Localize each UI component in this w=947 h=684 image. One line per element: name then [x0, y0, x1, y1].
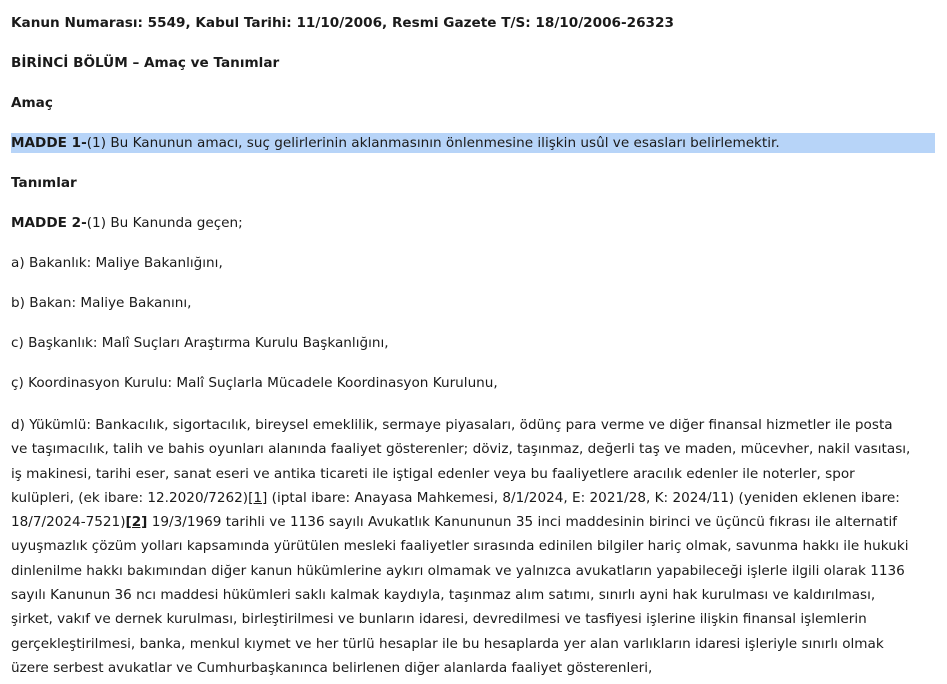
- item-d-part3: , 8/1/2024, E: 2021/28, K: 2024/11) (yeniden eklenen ibare: 18/7/2024-7521): [11, 489, 900, 531]
- footnote-ref-2[interactable]: [126, 514, 148, 530]
- anayasa-mahkemesi-link[interactable]: Anayasa Mahkemesi: [354, 489, 494, 506]
- definition-item-a: a) Bakanlık: Maliye Bakanlığını,: [11, 255, 223, 271]
- definition-item-b: b) Bakan: Maliye Bakanını,: [11, 295, 192, 311]
- definition-item-cc: ç) Koordinasyon Kurulu: Malî Suçlarla Mücadele Koordinasyon Kurulunu,: [11, 375, 498, 391]
- article-1: [11, 133, 935, 153]
- article-1-text: (1) Bu Kanunun amacı, suç gelirlerinin aklanmasının önlenmesine ilişkin usûl ve esasları belirlemektir.: [86, 135, 780, 151]
- definition-item-d: [11, 413, 911, 680]
- article-1-label: MADDE 1-: [11, 135, 87, 151]
- amac-heading: [11, 93, 947, 113]
- law-info: [11, 13, 947, 33]
- article-2: [11, 213, 947, 233]
- article-2-label: MADDE 2-: [11, 215, 87, 231]
- law-info-text: Kanun Numarası: 5549, Kabul Tarihi: 11/10/2006, Resmi Gazete T/S: 18/10/2006-26323: [11, 15, 674, 31]
- section-title: [11, 53, 947, 73]
- footnote-ref-1[interactable]: [1]: [248, 489, 268, 506]
- definition-item-c: c) Başkanlık: Malî Suçları Araştırma Kurulu Başkanlığını,: [11, 335, 389, 351]
- tanimlar-heading: [11, 173, 947, 193]
- section-title-text: BİRİNCİ BÖLÜM – Amaç ve Tanımlar: [11, 55, 280, 71]
- amac-heading-text: Amaç: [11, 95, 53, 111]
- item-d-part1: d) Yükümlü: Bankacılık, sigortacılık, bireysel emeklilik, sermaye piyasaları, ödünç para verme ve diğer finansal hizmetler ile posta ve taşımacılık, talih ve bahis oyunları alanında faaliyet gösterenler; döviz, taşınmaz, değerli taş ve maden, mücevher, nakil vasıtası, iş makinesi, tarihi eser, sanat eseri ve antika ticareti ile iştigal edenler veya bu faaliyetlere aracılık edenler ile noterler, spor kulüpleri, (ek ibare: 12.2020/7262): [11, 417, 911, 506]
- item-d-part4: 19/3/1969 tarihli ve 1136 sayılı Avukatlık Kanununun 35 inci maddesinin birinci ve üçüncü fıkrası ile alternatif uyuşmazlık çözüm yolları kapsamında yürütülen mesleki faaliyetler sırasında edinilen bilgiler hariç olmak, savunma hakkı ile hukuki dinlenilme hakkı bakımından diğer kanun hükümlerine aykırı olmamak ve yalnızca avukatların yapabileceği işlerle ilgili olarak 1136 sayılı Kanunun 36 ncı maddesi hükümleri saklı kalmak kaydıyla, taşınmaz alım satımı, sınırlı ayni hak kurulması ve kaldırılması, şirket, vakıf ve dernek kurulması, birleştirilmesi ve bunların idaresi, devredilmesi ve tasfiyesi işlerine ilişkin finansal işlemlerin gerçekleştirilmesi, banka, menkul kıymet ve her türlü hesaplar ile bu hesaplarda yer alan varlıkların idaresi işleriyle sınırlı olmak üzere serbest avukatlar ve Cumhurbaşkanınca belirlenen diğer alanlarda faaliyet gösterenleri,: [11, 514, 909, 676]
- tanimlar-heading-text: Tanımlar: [11, 175, 77, 191]
- footnote-ref-2-text: [2]: [125, 514, 148, 531]
- item-d-part2: (iptal ibare:: [267, 489, 355, 506]
- article-2-text: (1) Bu Kanunda geçen;: [86, 215, 243, 231]
